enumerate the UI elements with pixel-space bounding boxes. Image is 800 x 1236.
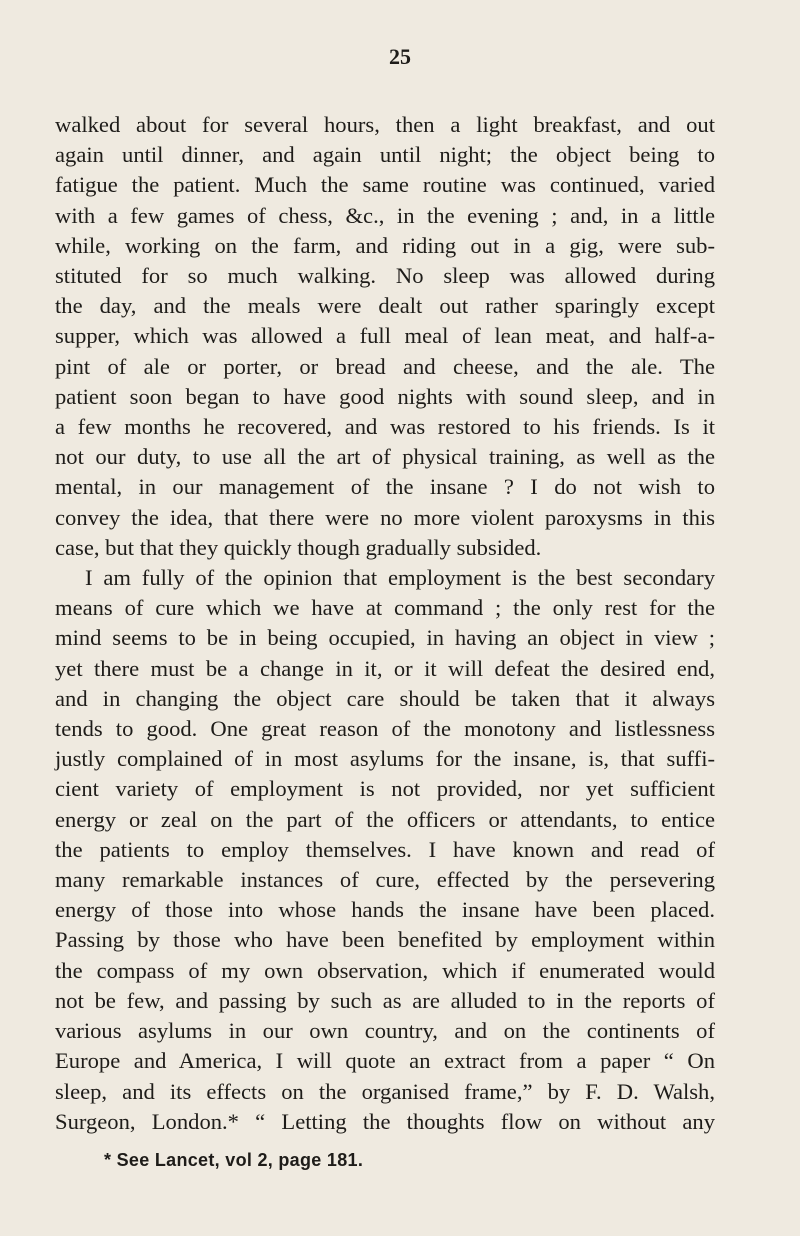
text-line: Surgeon, London.* “ Letting the thoughts flow on without any [55,1108,715,1134]
text-line: justly complained of in most asylums for the insane, is, that suffi- [55,746,715,772]
text-line: patient soon began to have good nights with sound sleep, and in [55,383,715,409]
body-text [55,110,715,1137]
text-line: pint of ale or porter, or bread and cheese, and the ale. The [55,353,715,379]
text-line: stituted for so much walking. No sleep was allowed during [55,263,715,289]
text-line: mental, in our management of the insane ? I do not wish to [55,474,715,500]
paragraph-start-line: I am fully of the opinion that employment is the best secondary [85,565,715,591]
text-line: with a few games of chess, &c., in the evening ; and, in a little [55,202,715,228]
text-line: many remarkable instances of cure, effected by the persevering [55,867,715,893]
text-line: energy of those into whose hands the insane have been placed. [55,897,715,923]
text-line: various asylums in our own country, and on the continents of [55,1018,715,1044]
text-line: Europe and America, I will quote an extract from a paper “ On [55,1048,715,1074]
text-line: tends to good. One great reason of the monotony and listlessness [55,716,715,742]
text-line: Passing by those who have been benefited by employment within [55,927,715,953]
footnote: * See Lancet, vol 2, page 181. [104,1150,364,1170]
text-line: walked about for several hours, then a light breakfast, and out [55,112,715,137]
text-line: and in changing the object care should be taken that it always [55,685,715,711]
text-line: while, working on the farm, and riding out in a gig, were sub- [55,232,715,258]
paragraph-end-line: case, but that they quickly though gradually subsided. [55,534,542,560]
text-line: convey the idea, that there were no more violent paroxysms in this [55,504,715,530]
text-line: the compass of my own observation, which if enumerated would [55,957,715,983]
text-line: a few months he recovered, and was restored to his friends. Is it [55,414,715,440]
text-line: cient variety of employment is not provided, nor yet sufficient [55,776,715,802]
text-line: again until dinner, and again until night; the object being to [55,142,715,168]
text-line: the patients to employ themselves. I have known and read of [55,836,715,862]
text-line: energy or zeal on the part of the officers or attendants, to entice [55,806,715,832]
text-line: yet there must be a change in it, or it will defeat the desired end, [55,655,715,681]
text-line: means of cure which we have at command ; the only rest for the [55,595,715,621]
text-line: not be few, and passing by such as are alluded to in the reports of [55,987,715,1013]
text-line: fatigue the patient. Much the same routine was continued, varied [55,172,715,198]
text-line: the day, and the meals were dealt out rather sparingly except [55,293,715,319]
text-line: not our duty, to use all the art of physical training, as well as the [55,444,715,470]
page-number: 25 [389,44,411,69]
text-line: mind seems to be in being occupied, in having an object in view ; [55,625,715,651]
text-line: supper, which was allowed a full meal of lean meat, and half-a- [55,323,715,349]
text-line: sleep, and its effects on the organised frame,” by F. D. Walsh, [55,1078,715,1104]
